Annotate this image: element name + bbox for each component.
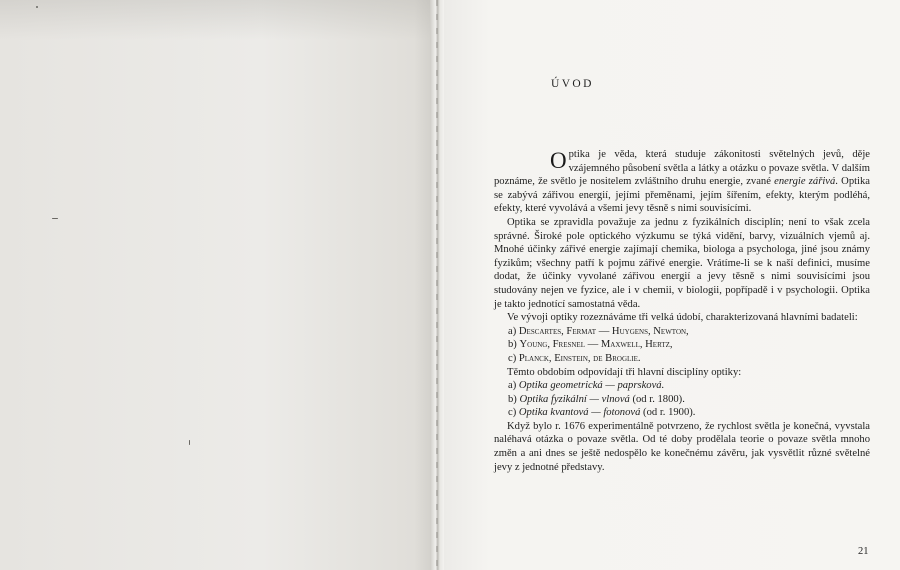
chapter-title: ÚVOD [551,78,594,90]
body-text [494,148,870,474]
paper-speck [189,440,190,445]
discipline-list-item [494,393,870,407]
list-marker: a) [508,325,517,337]
page-number: 21 [858,546,869,557]
researcher-list-item [494,338,870,352]
researcher-names: Planck, Einstein, de Broglie. [518,352,641,364]
discipline-name: Optika fyzikální — vlnová [519,393,630,405]
list-marker: b) [508,393,517,405]
paragraph-intro [494,148,870,216]
paragraph-disciplines: Těmto obdobím odpovídají tři hlavní disciplíny optiky: [507,366,742,378]
list-marker: a) [508,380,517,392]
emphasized-term: energie zářivá [774,176,836,188]
discipline-name: Optika kvantová — fotonová [518,407,641,419]
researcher-names: Young, Fresnel — Maxwell, Hertz, [519,339,673,351]
paragraph-periods: Ve vývoji optiky rozeznáváme tři velká údobí, charakterizovaná hlavními badateli: [507,312,858,324]
discipline-note: (od r. 1800). [629,393,685,405]
list-marker: b) [508,339,517,351]
list-marker: c) [508,407,517,419]
discipline-list-item [494,379,870,393]
discipline-name: Optika geometrická — paprsková. [518,380,665,392]
paper-speck [52,218,58,219]
researcher-list-item [494,325,870,339]
researcher-names: Descartes, Fermat — Huygens, Newton, [518,325,689,337]
discipline-note: (od r. 1900). [640,407,696,419]
paper-speck [36,6,38,8]
binding-stitches [436,0,438,570]
left-page-shadow [0,0,436,40]
list-marker: c) [508,352,517,364]
paragraph-discipline: Optika se zpravidla považuje za jednu z fyzikálních disciplín; není to však zcela správné. Široké pole optického výzkumu se týká vidění, barvy, vizuálních vjemů aj. Mnohé účinky zářivé energie zajímají chemika, biologa a psychologa, jiné jsou známy fyzikům; všechny patří k pojmu zářivé energie. Vrátíme-li se k naší definici, musíme dodat, že účinky vyvolané zářivou energií a jevy těsně s nimi souvisícími jsou studovány nejen ve fyzice, ale i v chemii, v biologii, popřípadě i v psychologii. Optika je takto jednotící samostatná věda. [494,216,870,310]
drop-cap: O [550,148,567,173]
discipline-list-item [494,406,870,420]
paragraph-intro-text: ptika je věda, která studuje zákonitosti světelných jevů, děje vzájemného působení světla a látky a otázku o povaze světla. V dalším poznáme, že světlo je nositelem zvláštního druhu energie, zvané [494,149,870,188]
left-page [0,0,436,570]
researcher-list-item [494,352,870,366]
paragraph-intro-text-end: . Optika se zabývá zářivou energií, jejími přeměnami, jejím šířením, efekty, kterým podléhá, efekty, které vyvolává a všemi jevy těsně s nimi souvisícími. [494,176,871,215]
paragraph-history: Když bylo r. 1676 experimentálně potvrzeno, že rychlost světla je konečná, vyvstala naléhavá otázka o povaze světla. Od té doby prodělala teorie o povaze světla mnoho změn a ani dnes se ještě nedospělo ke konečnému závěru, jak vysvětlit různé světelné jevy z jednotné představy. [494,420,870,473]
